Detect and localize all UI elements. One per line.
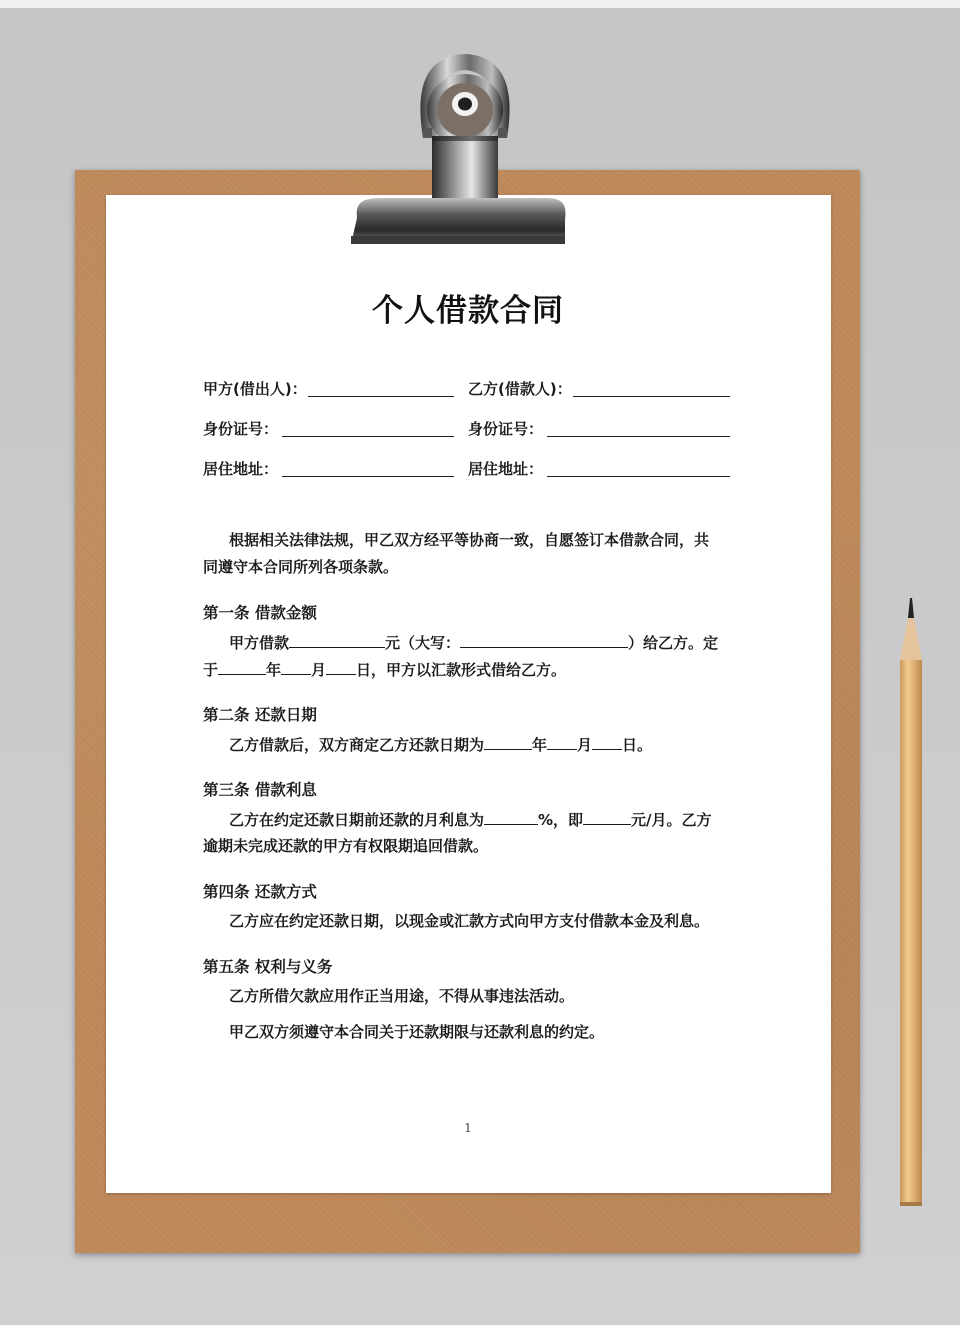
borrower-id-field[interactable] bbox=[547, 436, 730, 437]
article-3-text-b: %，即 bbox=[538, 811, 584, 829]
contract-paper bbox=[106, 195, 831, 1193]
article-2-text-d: 日。 bbox=[622, 736, 653, 754]
repay-day-blank[interactable] bbox=[592, 734, 622, 750]
article-1-text-d: 于 bbox=[203, 661, 219, 679]
article-1-text-e: 年 bbox=[266, 661, 282, 679]
intro-line-2: 同遵守本合同所列各项条款。 bbox=[203, 558, 399, 576]
top-strip bbox=[0, 0, 960, 8]
article-2-text-b: 年 bbox=[532, 736, 548, 754]
borrower-label: 乙方(借款人)： bbox=[468, 380, 572, 398]
lender-address-label: 居住地址： bbox=[203, 460, 279, 478]
repay-year-blank[interactable] bbox=[484, 734, 532, 750]
article-3-text-a: 乙方在约定还款日期前还款的月利息为 bbox=[229, 811, 485, 829]
contract-title: 个人借款合同 bbox=[372, 293, 564, 329]
loan-day-blank[interactable] bbox=[326, 659, 356, 675]
borrower-address-label: 居住地址： bbox=[468, 460, 544, 478]
interest-amount-blank[interactable] bbox=[583, 809, 631, 825]
article-2-heading: 第二条 还款日期 bbox=[203, 706, 317, 724]
loan-amount-words-blank[interactable] bbox=[460, 632, 628, 648]
article-5-line-2: 甲乙双方须遵守本合同关于还款期限与还款利息的约定。 bbox=[229, 1023, 605, 1041]
article-1-text-c: ）给乙方。定 bbox=[628, 634, 719, 652]
article-5-heading: 第五条 权利与义务 bbox=[203, 958, 333, 976]
lender-id-field[interactable] bbox=[282, 436, 454, 437]
article-2-line-1 bbox=[229, 734, 652, 755]
article-3-line-2: 逾期未完成还款的甲方有权限期追回借款。 bbox=[203, 837, 489, 855]
repay-month-blank[interactable] bbox=[547, 734, 577, 750]
article-1-line-1 bbox=[229, 632, 718, 653]
loan-month-blank[interactable] bbox=[281, 659, 311, 675]
intro-line-1: 根据相关法律法规，甲乙双方经平等协商一致，自愿签订本借款合同，共 bbox=[229, 531, 710, 549]
article-4-line-1: 乙方应在约定还款日期，以现金或汇款方式向甲方支付借款本金及利息。 bbox=[229, 912, 710, 930]
article-1-line-2 bbox=[203, 659, 566, 680]
article-3-text-c: 元/月。乙方 bbox=[631, 811, 712, 829]
loan-amount-blank[interactable] bbox=[289, 632, 385, 648]
article-3-line-1 bbox=[229, 809, 712, 830]
article-1-heading: 第一条 借款金额 bbox=[203, 604, 317, 622]
article-5-line-1: 乙方所借欠款应用作正当用途，不得从事违法活动。 bbox=[229, 987, 575, 1005]
article-1-text-g: 日，甲方以汇款形式借给乙方。 bbox=[356, 661, 567, 679]
binder-clip-icon bbox=[345, 48, 570, 248]
lender-address-field[interactable] bbox=[282, 476, 454, 477]
article-2-text-a: 乙方借款后，双方商定乙方还款日期为 bbox=[229, 736, 485, 754]
lender-id-label: 身份证号： bbox=[203, 420, 279, 438]
borrower-name-field[interactable] bbox=[573, 396, 730, 397]
page-number: 1 bbox=[464, 1121, 472, 1135]
borrower-id-label: 身份证号： bbox=[468, 420, 544, 438]
interest-rate-blank[interactable] bbox=[484, 809, 538, 825]
article-1-text-f: 月 bbox=[311, 661, 327, 679]
article-3-heading: 第三条 借款利息 bbox=[203, 781, 317, 799]
loan-year-blank[interactable] bbox=[218, 659, 266, 675]
pencil-icon bbox=[893, 596, 929, 1208]
borrower-address-field[interactable] bbox=[547, 476, 730, 477]
article-4-heading: 第四条 还款方式 bbox=[203, 883, 317, 901]
lender-label: 甲方(借出人)： bbox=[203, 380, 307, 398]
article-2-text-c: 月 bbox=[577, 736, 593, 754]
article-1-text-a: 甲方借款 bbox=[229, 634, 290, 652]
article-1-text-b: 元（大写： bbox=[385, 634, 461, 652]
lender-name-field[interactable] bbox=[308, 396, 454, 397]
